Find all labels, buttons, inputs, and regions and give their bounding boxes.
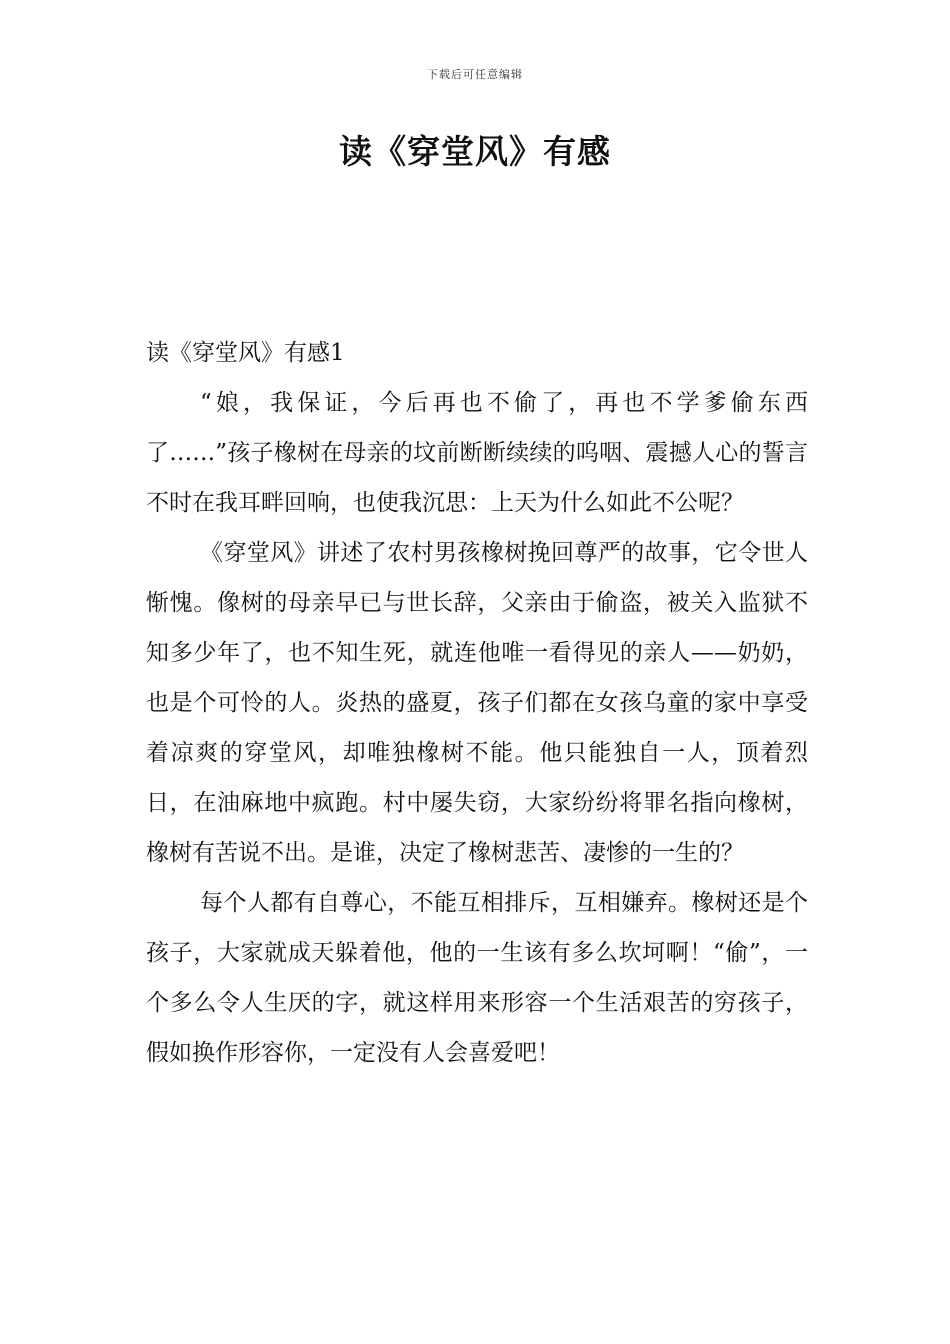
document-title: 读《穿堂风》有感 (339, 132, 611, 171)
paragraph-1: “娘，我保证，今后再也不偷了，再也不学爹偷东西了……”孩子橡树在母亲的坟前断断续续的呜咽、震撼人心的誓言不时在我耳畔回响，也使我沉思：上天为什么如此不公呢？ (146, 390, 808, 516)
paragraph-2: 《穿堂风》讲述了农村男孩橡树挽回尊严的故事，它令世人惭愧。像树的母亲早已与世长辞，父亲由于偷盗，被关入监狱不知多少年了，也不知生死，就连他唯一看得见的亲人——奶奶，也是个可怜的人。炎热的盛夏，孩子们都在女孩乌童的家中享受着凉爽的穿堂风，却唯独橡树不能。他只能独自一人，顶着烈日，在油麻地中疯跑。村中屡失窃，大家纷纷将罪名指向橡树，橡树有苦说不出。是谁，决定了橡树悲苦、凄惨的一生的？ (146, 540, 808, 866)
paragraph-3: 每个人都有自尊心，不能互相排斥，互相嫌弃。橡树还是个孩子，大家就成天躲着他，他的一生该有多么坎坷啊！“偷”，一个多么令人生厌的字，就这样用来形容一个生活艰苦的穷孩子，假如换作形容你，一定没有人会喜爱吧！ (146, 890, 808, 1066)
document-body (146, 328, 808, 1078)
section-heading: 读《穿堂风》有感1 (146, 340, 345, 366)
header-note: 下载后可任意编辑 (427, 68, 523, 81)
